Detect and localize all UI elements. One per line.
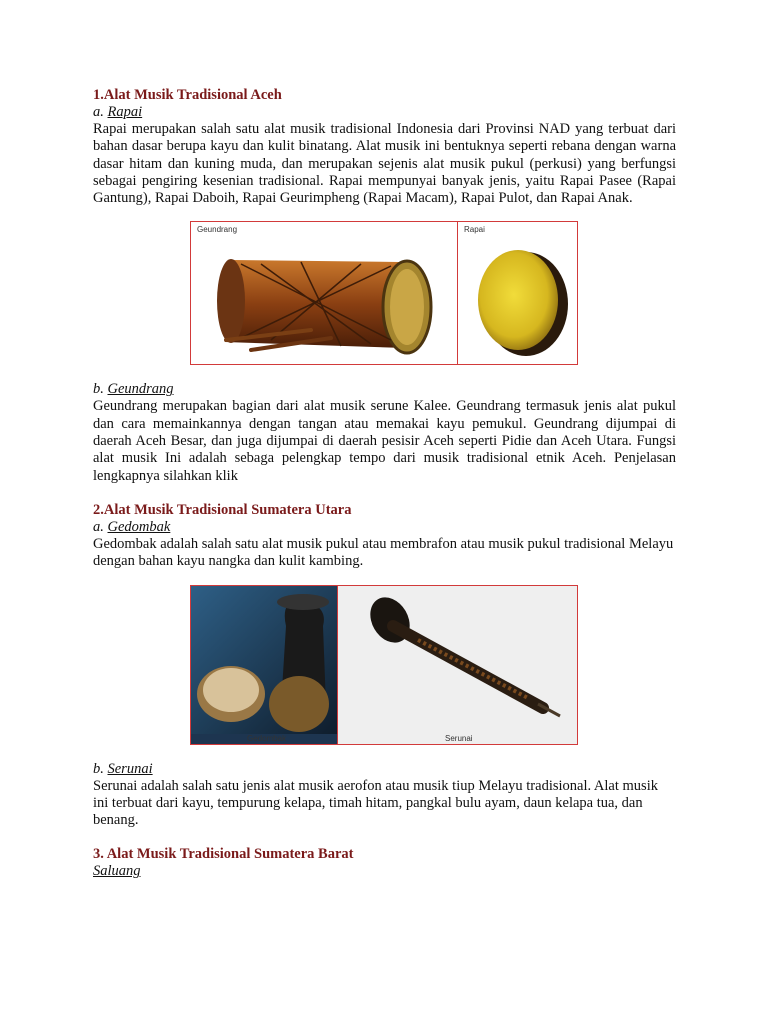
section-heading-aceh: 1.Alat Musik Tradisional Aceh (93, 87, 282, 103)
paragraph-rapai: Rapai merupakan salah satu alat musik tradisional Indonesia dari Provinsi NAD yang terbuat dari bahan dasar berupa kayu dan kulit binatang. Alat musik ini bentuknya seperti rebana dengan warna dasar hitam dan kuning muda, dan merupakan sejenis alat musik pukul (perkusi) yang berfungsi sebagai pengiring kesenian tradisional. Rapai mempunyai banyak jenis, yaitu Rapai Pasee (Rapai Gantung), Rapai Daboih, Rapai Geurimpheng (Rapai Macam), Rapai Pulot, dan Rapai Anak. (93, 121, 676, 207)
paragraph-serunai: Serunai adalah salah satu jenis alat musik aerofon atau musik tiup Melayu tradisional. Alat musik ini terbuat dari kayu, tempurung kelapa, timah hitam, pangkal bulu ayam, daun kelapa tua, dan benang. (93, 777, 658, 829)
gedombak-tall-head (277, 594, 329, 610)
paragraph-gedombak: Gedombak adalah salah satu alat musik pukul atau membrafon atau musik pukul tradisional Melayu dengan bahan kayu nangka dan kulit kambing. (93, 535, 674, 570)
subheading-prefix: b. (93, 381, 108, 398)
panel-rapai (458, 222, 577, 364)
gedombak-drum-image (191, 586, 337, 744)
gedombak-tall-base (269, 676, 329, 732)
subheading-title: Serunai (107, 760, 153, 777)
drum-front-skin (390, 269, 424, 345)
subheading-prefix: a. (93, 518, 108, 535)
figure-label-serunai: Serunai (445, 733, 473, 743)
serunai-instrument-image (338, 586, 577, 744)
document-content (93, 86, 676, 880)
figure-geundrang-rapai (190, 221, 578, 365)
figure-label-gedombak: Gedombak (247, 733, 287, 743)
panel-geundrang (191, 222, 457, 364)
subheading-geundrang (93, 381, 676, 398)
figure-label-geundrang: Geundrang (197, 225, 238, 235)
section-heading-sumatera-barat: 3. Alat Musik Tradisional Sumatera Barat (93, 846, 354, 863)
subheading-prefix: a. (93, 104, 108, 120)
rapai-skin (478, 250, 558, 350)
geundrang-drum-image (191, 222, 457, 364)
subheading-serunai (93, 761, 676, 778)
figure-gedombak-serunai (190, 585, 578, 745)
subheading-gedombak (93, 519, 676, 536)
drum-back-head (217, 259, 245, 343)
rapai-drum-image (458, 222, 577, 364)
gedombak-small-skin (203, 668, 259, 712)
subheading-saluang (93, 863, 676, 880)
subheading-title: Geundrang (107, 381, 174, 398)
panel-gedombak (191, 586, 337, 744)
subheading-title: Gedombak (107, 518, 171, 535)
subheading-prefix: b. (93, 760, 108, 777)
panel-serunai (338, 586, 577, 744)
paragraph-geundrang: Geundrang merupakan bagian dari alat musik serune Kalee. Geundrang termasuk jenis alat pukul dan cara memainkannya dengan tangan atau memakai kayu pemukul. Geundrang dijumpai di daerah Aceh Besar, dan juga dijumpai di daerah pesisir Aceh seperti Pidie dan Aceh Utara. Fungsi alat musik Ini adalah sebaga pelengkap tempo dari musik tradisional etnik Aceh. Penjelasan lengkapnya silahkan klik (93, 398, 676, 484)
section-heading-sumatera-utara: 2.Alat Musik Tradisional Sumatera Utara (93, 501, 352, 518)
subheading-title: Saluang (93, 863, 141, 880)
subheading-title: Rapai (107, 104, 143, 120)
figure-label-rapai: Rapai (464, 225, 485, 235)
subheading-rapai (93, 104, 676, 121)
